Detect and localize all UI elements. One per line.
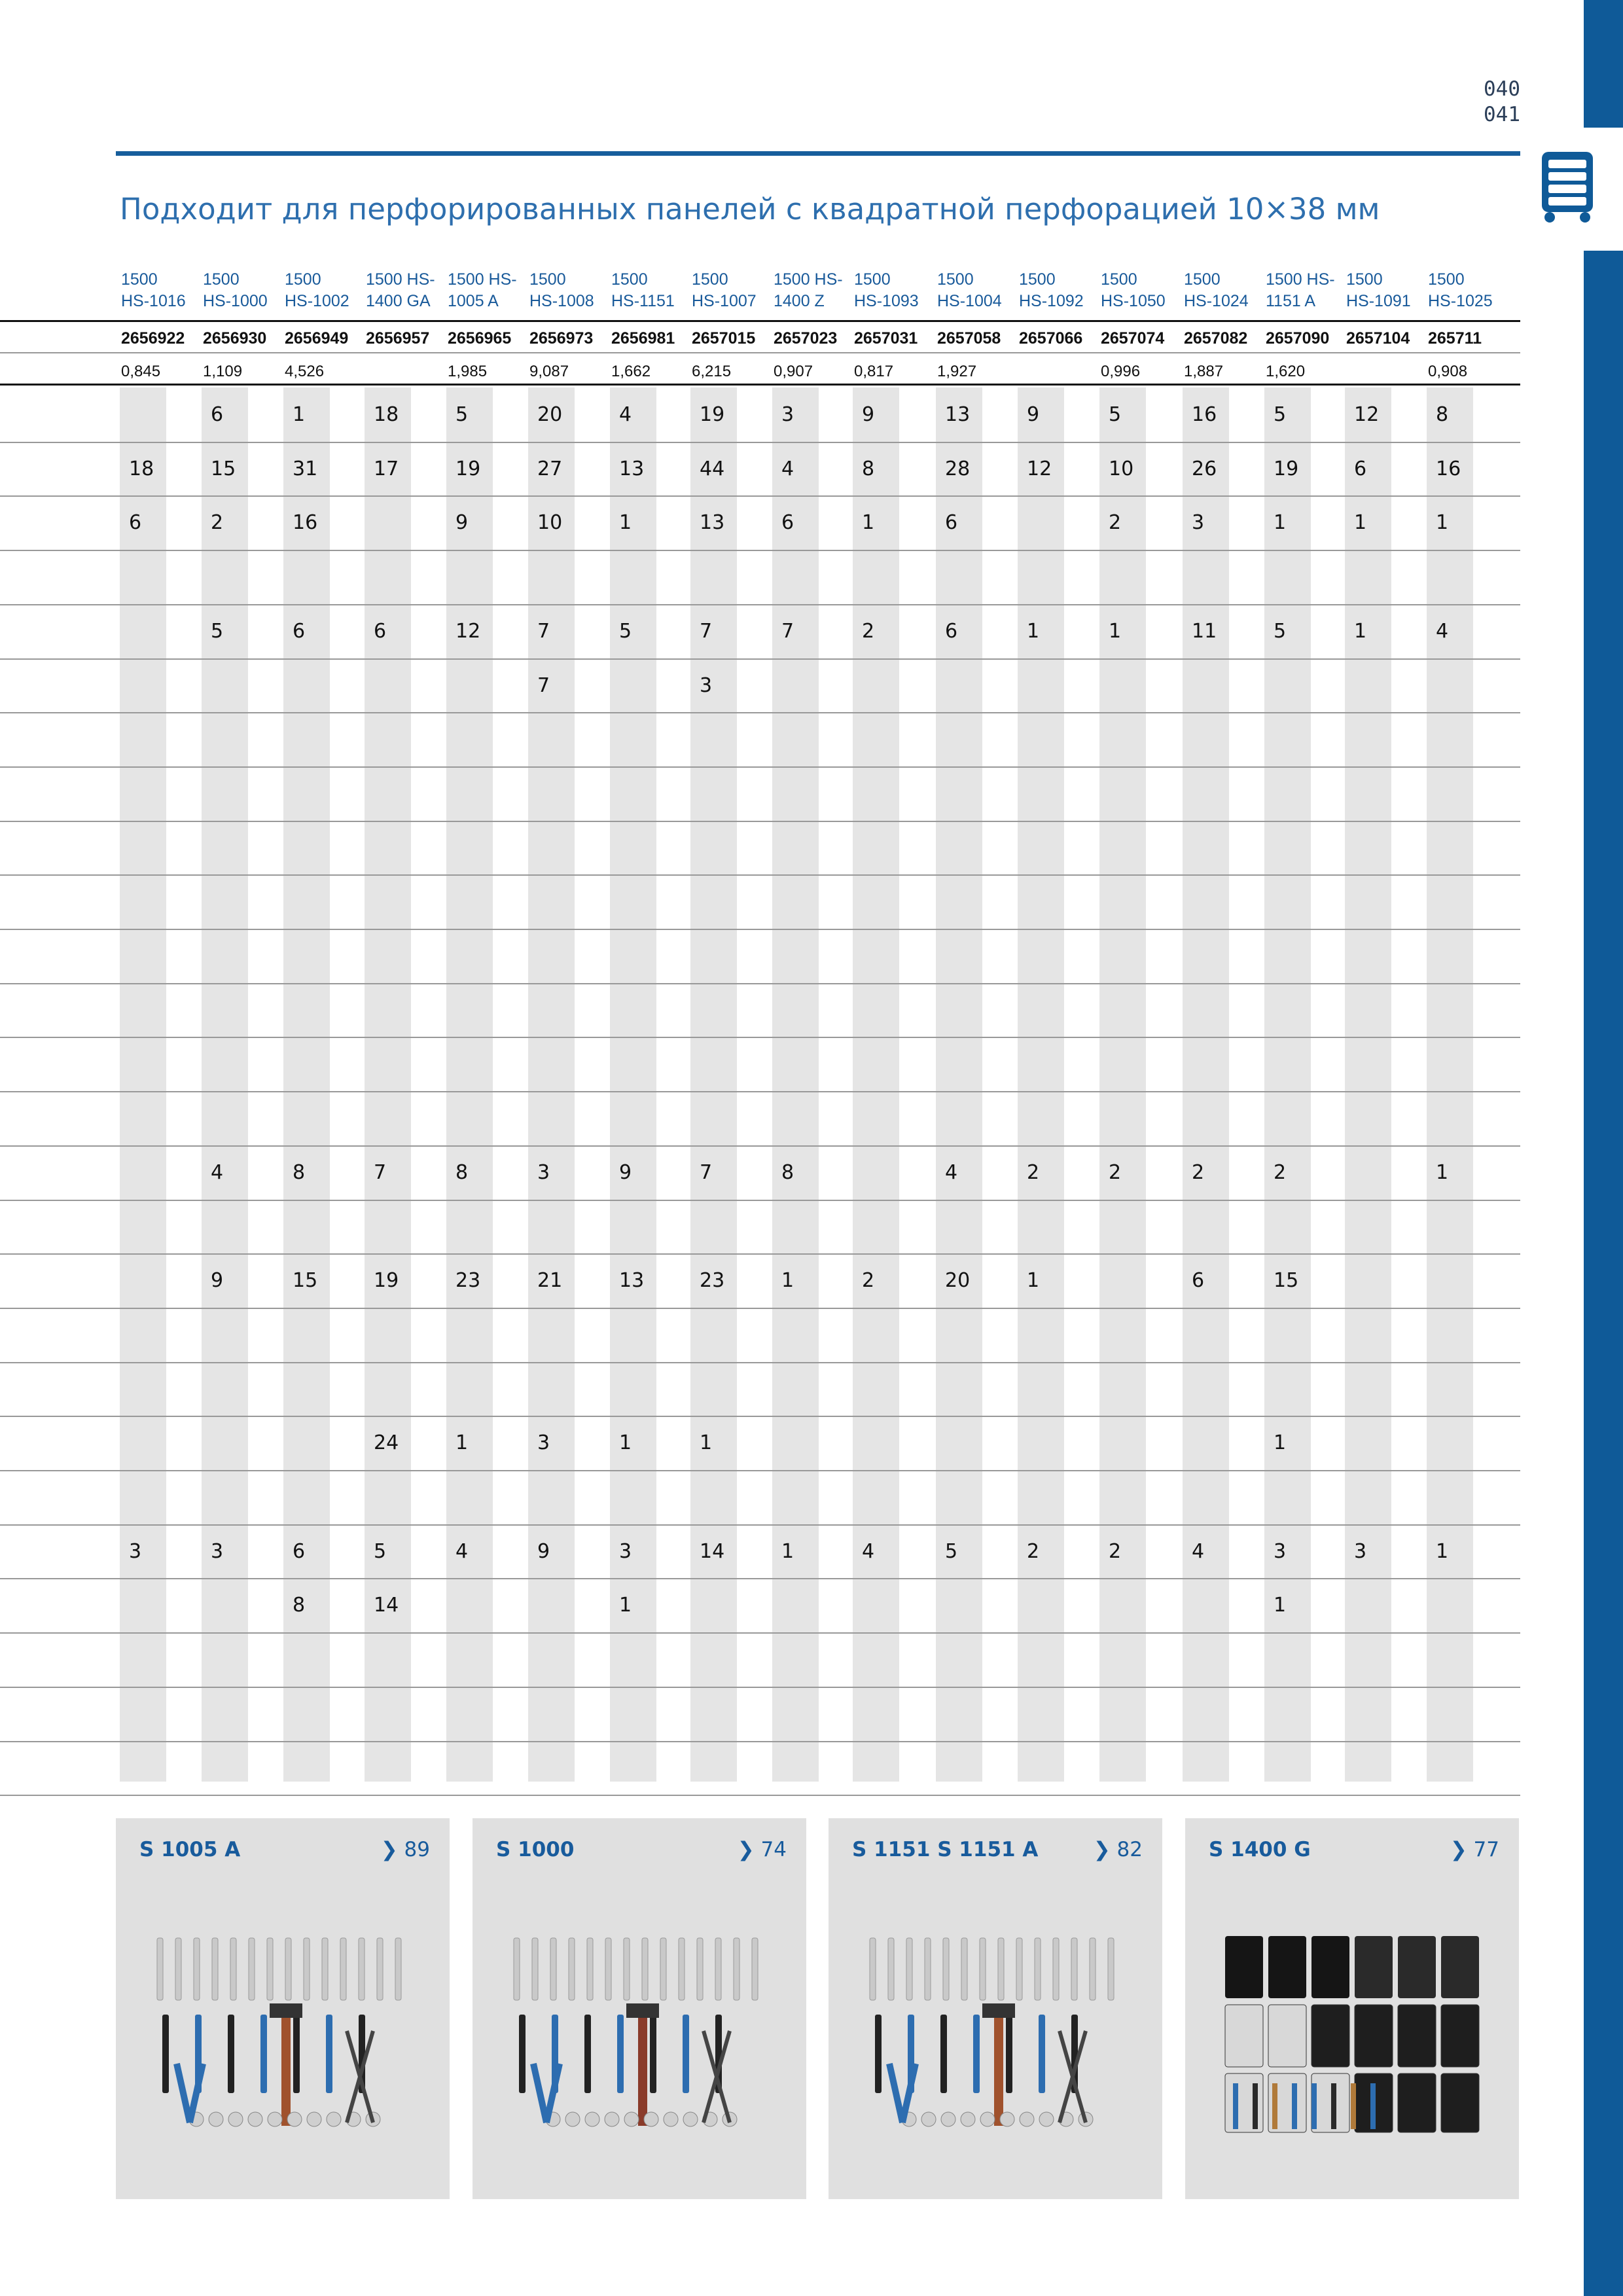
article-number: 2657074 xyxy=(1101,329,1165,348)
table-row-line xyxy=(0,442,1520,443)
table-cell: 4 xyxy=(945,1161,958,1184)
column-header xyxy=(1184,269,1264,312)
table-cell: 16 xyxy=(1436,457,1461,480)
table-row-line xyxy=(0,658,1520,660)
table-cell: 16 xyxy=(293,511,318,534)
table-cell: 3 xyxy=(1192,511,1205,534)
table-cell: 13 xyxy=(700,511,725,534)
table-cell: 20 xyxy=(945,1269,971,1292)
column-band xyxy=(283,387,330,1782)
article-number: 2657058 xyxy=(937,329,1001,348)
article-number: 265711 xyxy=(1428,329,1482,348)
tool-set-image xyxy=(1220,1933,1488,2136)
column-model-line: 1500 xyxy=(1101,270,1137,289)
column-model-line: 1500 xyxy=(1019,270,1056,289)
table-cell: 21 xyxy=(537,1269,563,1292)
table-cell: 2 xyxy=(1274,1161,1287,1184)
table-cell: 10 xyxy=(537,511,563,534)
column-model-line: 1400 Z xyxy=(774,292,825,310)
chevron-right-icon: ❯ xyxy=(1450,1838,1467,1861)
header-divider-thin xyxy=(0,352,1520,353)
table-cell: 15 xyxy=(211,457,236,480)
table-cell: 19 xyxy=(455,457,481,480)
column-band xyxy=(1183,387,1229,1782)
column-model-line: HS-1025 xyxy=(1428,292,1493,310)
table-cell: 15 xyxy=(293,1269,318,1292)
table-cell: 1 xyxy=(455,1431,469,1454)
column-model-line: HS-1000 xyxy=(203,292,268,310)
table-row-line xyxy=(0,929,1520,930)
table-cell: 6 xyxy=(129,511,142,534)
table-row-line xyxy=(0,1741,1520,1742)
column-band xyxy=(610,387,656,1782)
table-cell: 6 xyxy=(293,1540,306,1563)
table-cell: 3 xyxy=(537,1161,550,1184)
table-cell: 6 xyxy=(1192,1269,1205,1292)
table-cell: 5 xyxy=(1274,403,1287,426)
column-band xyxy=(690,387,737,1782)
table-row-line xyxy=(0,1578,1520,1579)
table-row-line xyxy=(0,495,1520,497)
table-cell: 6 xyxy=(945,620,958,643)
table-cell: 17 xyxy=(374,457,399,480)
table-cell: 6 xyxy=(211,403,224,426)
weight-value: 9,087 xyxy=(529,363,569,380)
table-cell: 2 xyxy=(1109,511,1122,534)
column-model-line: HS-1008 xyxy=(529,292,594,310)
product-card[interactable] xyxy=(829,1818,1162,2199)
table-cell: 6 xyxy=(781,511,794,534)
column-model-line: 1500 xyxy=(692,270,728,289)
table-cell: 8 xyxy=(293,1594,306,1617)
column-model-line: 1500 xyxy=(1428,270,1465,289)
article-number: 2657066 xyxy=(1019,329,1083,348)
table-cell: 28 xyxy=(945,457,971,480)
column-model-line: HS-1091 xyxy=(1346,292,1411,310)
table-row-line xyxy=(0,874,1520,876)
table-cell: 10 xyxy=(1109,457,1134,480)
table-cell: 13 xyxy=(945,403,971,426)
weight-value: 1,620 xyxy=(1266,363,1306,380)
tool-set-image xyxy=(507,1933,776,2136)
header-divider xyxy=(0,384,1520,386)
article-number: 2656957 xyxy=(366,329,430,348)
table-cell: 20 xyxy=(537,403,563,426)
table-cell: 5 xyxy=(455,403,469,426)
column-band xyxy=(528,387,575,1782)
table-cell: 2 xyxy=(1027,1540,1040,1563)
table-cell: 1 xyxy=(700,1431,713,1454)
article-number: 2657082 xyxy=(1184,329,1248,348)
article-number: 2656930 xyxy=(203,329,267,348)
table-cell: 3 xyxy=(129,1540,142,1563)
table-cell: 31 xyxy=(293,457,318,480)
column-model-line: HS-1016 xyxy=(121,292,186,310)
table-cell: 12 xyxy=(1354,403,1380,426)
table-cell: 1 xyxy=(1436,1161,1449,1184)
column-band xyxy=(853,387,899,1782)
table-cell: 6 xyxy=(945,511,958,534)
table-cell: 9 xyxy=(1027,403,1040,426)
table-row-line xyxy=(0,1524,1520,1526)
column-header xyxy=(1428,269,1508,312)
table-cell: 7 xyxy=(700,1161,713,1184)
column-header xyxy=(529,269,609,312)
card-page-ref[interactable] xyxy=(738,1838,787,1861)
table-cell: 26 xyxy=(1192,457,1217,480)
tool-set-image xyxy=(863,1933,1132,2136)
column-header xyxy=(366,269,446,312)
table-cell: 1 xyxy=(619,1594,632,1617)
table-cell: 9 xyxy=(455,511,469,534)
table-cell: 19 xyxy=(374,1269,399,1292)
table-cell: 9 xyxy=(211,1269,224,1292)
table-row-line xyxy=(0,1470,1520,1471)
card-title: S 1400 G xyxy=(1209,1838,1311,1861)
column-model-line: 1500 xyxy=(203,270,240,289)
column-band xyxy=(202,387,248,1782)
column-model-line: 1500 xyxy=(529,270,566,289)
chevron-right-icon: ❯ xyxy=(1093,1838,1111,1861)
table-cell: 5 xyxy=(619,620,632,643)
table-cell: 18 xyxy=(129,457,154,480)
brand-bar-side xyxy=(1584,251,1623,2296)
weight-value: 0,907 xyxy=(774,363,813,380)
column-header xyxy=(937,269,1017,312)
table-cell: 4 xyxy=(455,1540,469,1563)
product-card[interactable] xyxy=(116,1818,450,2199)
table-cell: 2 xyxy=(862,620,875,643)
header-divider xyxy=(0,320,1520,322)
table-row-line xyxy=(0,1200,1520,1201)
table-cell: 16 xyxy=(1192,403,1217,426)
column-model-line: HS-1002 xyxy=(285,292,349,310)
table-cell: 1 xyxy=(1274,1431,1287,1454)
table-cell: 1 xyxy=(862,511,875,534)
article-number: 2657090 xyxy=(1266,329,1330,348)
table-row-line xyxy=(0,604,1520,605)
table-cell: 3 xyxy=(211,1540,224,1563)
column-model-line: 1500 xyxy=(937,270,974,289)
table-cell: 7 xyxy=(537,674,550,697)
table-cell: 14 xyxy=(700,1540,725,1563)
article-number: 2657023 xyxy=(774,329,838,348)
page-number-right: 041 xyxy=(1484,103,1520,126)
table-row-line xyxy=(0,1145,1520,1147)
article-number: 2656965 xyxy=(448,329,512,348)
column-model-line: 1500 HS- xyxy=(366,270,435,289)
weight-value: 0,817 xyxy=(854,363,894,380)
table-row-line xyxy=(0,712,1520,713)
table-cell: 5 xyxy=(945,1540,958,1563)
table-cell: 3 xyxy=(1274,1540,1287,1563)
product-card[interactable] xyxy=(1185,1818,1519,2199)
card-page-number: 77 xyxy=(1473,1838,1499,1861)
table-cell: 4 xyxy=(781,457,794,480)
card-page-number: 89 xyxy=(404,1838,430,1861)
weight-value: 1,927 xyxy=(937,363,977,380)
table-cell: 1 xyxy=(781,1540,794,1563)
article-number: 2656981 xyxy=(611,329,675,348)
column-model-line: 1500 xyxy=(285,270,321,289)
column-model-line: 1151 A xyxy=(1266,292,1316,310)
table-cell: 12 xyxy=(455,620,481,643)
table-cell: 2 xyxy=(862,1269,875,1292)
column-model-line: 1005 A xyxy=(448,292,499,310)
table-cell: 9 xyxy=(619,1161,632,1184)
table-cell: 6 xyxy=(293,620,306,643)
card-page-number: 82 xyxy=(1116,1838,1143,1861)
column-header xyxy=(1101,269,1181,312)
column-model-line: HS-1024 xyxy=(1184,292,1249,310)
column-header xyxy=(1266,269,1346,312)
table-cell: 4 xyxy=(862,1540,875,1563)
table-cell: 15 xyxy=(1274,1269,1299,1292)
table-cell: 8 xyxy=(1436,403,1449,426)
table-cell: 1 xyxy=(1274,511,1287,534)
table-cell: 3 xyxy=(700,674,713,697)
column-band xyxy=(1099,387,1146,1782)
table-cell: 3 xyxy=(781,403,794,426)
column-band xyxy=(446,387,493,1782)
table-cell: 27 xyxy=(537,457,563,480)
weight-value: 1,887 xyxy=(1184,363,1224,380)
table-cell: 8 xyxy=(862,457,875,480)
column-model-line: 1400 GA xyxy=(366,292,431,310)
table-cell: 3 xyxy=(537,1431,550,1454)
column-model-line: HS-1092 xyxy=(1019,292,1084,310)
weight-value: 1,985 xyxy=(448,363,488,380)
column-header xyxy=(448,269,527,312)
column-model-line: 1500 HS- xyxy=(1266,270,1335,289)
chevron-right-icon: ❯ xyxy=(380,1838,398,1861)
column-band xyxy=(1427,387,1473,1782)
table-cell: 2 xyxy=(1109,1161,1122,1184)
tool-cart-icon xyxy=(1539,149,1596,224)
product-card[interactable] xyxy=(473,1818,806,2199)
table-cell: 6 xyxy=(1354,457,1367,480)
column-band xyxy=(1345,387,1391,1782)
table-cell: 4 xyxy=(1192,1540,1205,1563)
table-cell: 19 xyxy=(1274,457,1299,480)
table-cell: 13 xyxy=(619,1269,645,1292)
table-cell: 7 xyxy=(374,1161,387,1184)
article-number: 2657031 xyxy=(854,329,918,348)
weight-value: 0,845 xyxy=(121,363,161,380)
table-row-line xyxy=(0,1253,1520,1255)
table-cell: 7 xyxy=(700,620,713,643)
table-cell: 1 xyxy=(293,403,306,426)
table-cell: 19 xyxy=(700,403,725,426)
column-model-line: HS-1050 xyxy=(1101,292,1166,310)
table-cell: 3 xyxy=(1354,1540,1367,1563)
column-model-line: 1500 HS- xyxy=(774,270,843,289)
column-model-line: 1500 xyxy=(1184,270,1221,289)
table-cell: 1 xyxy=(1027,1269,1040,1292)
table-cell: 1 xyxy=(619,511,632,534)
article-number: 2656949 xyxy=(285,329,349,348)
card-page-ref[interactable] xyxy=(1450,1838,1499,1861)
card-page-ref[interactable] xyxy=(1094,1838,1143,1861)
page-number-left: 040 xyxy=(1484,77,1520,101)
column-model-line: 1500 xyxy=(1346,270,1383,289)
column-band xyxy=(1018,387,1064,1782)
column-header xyxy=(774,269,853,312)
column-band xyxy=(365,387,411,1782)
column-model-line: HS-1151 xyxy=(611,292,675,310)
weight-value: 0,996 xyxy=(1101,363,1141,380)
column-band xyxy=(772,387,819,1782)
column-header xyxy=(121,269,201,312)
tool-set-image xyxy=(151,1933,419,2136)
table-cell: 1 xyxy=(1354,511,1367,534)
weight-value: 1,109 xyxy=(203,363,243,380)
table-row-line xyxy=(0,766,1520,768)
weight-value: 6,215 xyxy=(692,363,732,380)
table-cell: 5 xyxy=(1274,620,1287,643)
article-number: 2657104 xyxy=(1346,329,1410,348)
card-title: S 1005 A xyxy=(139,1838,241,1861)
table-cell: 2 xyxy=(1027,1161,1040,1184)
table-row-line xyxy=(0,1308,1520,1309)
weight-value: 1,662 xyxy=(611,363,651,380)
table-cell: 11 xyxy=(1192,620,1217,643)
card-page-number: 74 xyxy=(760,1838,787,1861)
table-row-line xyxy=(0,550,1520,551)
column-band xyxy=(120,387,166,1782)
table-cell: 8 xyxy=(781,1161,794,1184)
table-cell: 7 xyxy=(781,620,794,643)
table-row-line xyxy=(0,1091,1520,1092)
column-model-line: 1500 xyxy=(121,270,158,289)
table-cell: 2 xyxy=(1192,1161,1205,1184)
weight-value: 0,908 xyxy=(1428,363,1468,380)
table-cell: 9 xyxy=(537,1540,550,1563)
table-cell: 12 xyxy=(1027,457,1052,480)
table-cell: 8 xyxy=(293,1161,306,1184)
table-row-line xyxy=(0,983,1520,984)
table-cell: 2 xyxy=(1109,1540,1122,1563)
column-model-line: HS-1007 xyxy=(692,292,757,310)
page-heading: Подходит для перфорированных панелей с квадратной перфорацией 10×38 мм xyxy=(120,192,1380,226)
table-row-line xyxy=(0,1416,1520,1417)
table-cell: 1 xyxy=(1436,511,1449,534)
column-header xyxy=(203,269,283,312)
table-cell: 5 xyxy=(211,620,224,643)
table-cell: 1 xyxy=(1109,620,1122,643)
table-cell: 14 xyxy=(374,1594,399,1617)
table-cell: 7 xyxy=(537,620,550,643)
table-row-line xyxy=(0,1795,1520,1796)
table-cell: 18 xyxy=(374,403,399,426)
table-row-line xyxy=(0,1037,1520,1038)
table-cell: 5 xyxy=(374,1540,387,1563)
table-cell: 44 xyxy=(700,457,725,480)
table-cell: 2 xyxy=(211,511,224,534)
header-rule xyxy=(116,151,1520,156)
column-band xyxy=(936,387,982,1782)
table-cell: 1 xyxy=(1354,620,1367,643)
column-model-line: 1500 xyxy=(611,270,648,289)
article-number: 2656973 xyxy=(529,329,594,348)
column-header xyxy=(1019,269,1099,312)
table-cell: 23 xyxy=(455,1269,481,1292)
table-cell: 8 xyxy=(455,1161,469,1184)
column-header xyxy=(1346,269,1426,312)
table-cell: 23 xyxy=(700,1269,725,1292)
column-model-line: 1500 xyxy=(854,270,891,289)
table-cell: 4 xyxy=(619,403,632,426)
table-cell: 1 xyxy=(781,1269,794,1292)
table-cell: 4 xyxy=(1436,620,1449,643)
brand-bar-top xyxy=(1584,0,1623,128)
table-row-line xyxy=(0,1632,1520,1634)
table-cell: 6 xyxy=(374,620,387,643)
card-title: S 1151 S 1151 A xyxy=(852,1838,1039,1861)
column-model-line: 1500 HS- xyxy=(448,270,517,289)
table-cell: 1 xyxy=(1436,1540,1449,1563)
table-cell: 4 xyxy=(211,1161,224,1184)
table-cell: 3 xyxy=(619,1540,632,1563)
card-title: S 1000 xyxy=(496,1838,575,1861)
column-model-line: HS-1004 xyxy=(937,292,1002,310)
column-header xyxy=(692,269,772,312)
table-row-line xyxy=(0,1362,1520,1363)
table-cell: 24 xyxy=(374,1431,399,1454)
table-cell: 5 xyxy=(1109,403,1122,426)
article-number: 2656922 xyxy=(121,329,185,348)
column-model-line: HS-1093 xyxy=(854,292,919,310)
table-cell: 13 xyxy=(619,457,645,480)
column-header xyxy=(611,269,691,312)
table-row-line xyxy=(0,821,1520,822)
table-cell: 9 xyxy=(862,403,875,426)
column-header xyxy=(854,269,934,312)
page-numbers xyxy=(1484,77,1520,128)
table-cell: 1 xyxy=(619,1431,632,1454)
article-number: 2657015 xyxy=(692,329,756,348)
table-row-line xyxy=(0,1687,1520,1688)
chevron-right-icon: ❯ xyxy=(737,1838,755,1861)
weight-value: 4,526 xyxy=(285,363,325,380)
column-header xyxy=(285,269,365,312)
column-band xyxy=(1264,387,1311,1782)
table-cell: 1 xyxy=(1027,620,1040,643)
table-cell: 1 xyxy=(1274,1594,1287,1617)
card-page-ref[interactable] xyxy=(381,1838,430,1861)
